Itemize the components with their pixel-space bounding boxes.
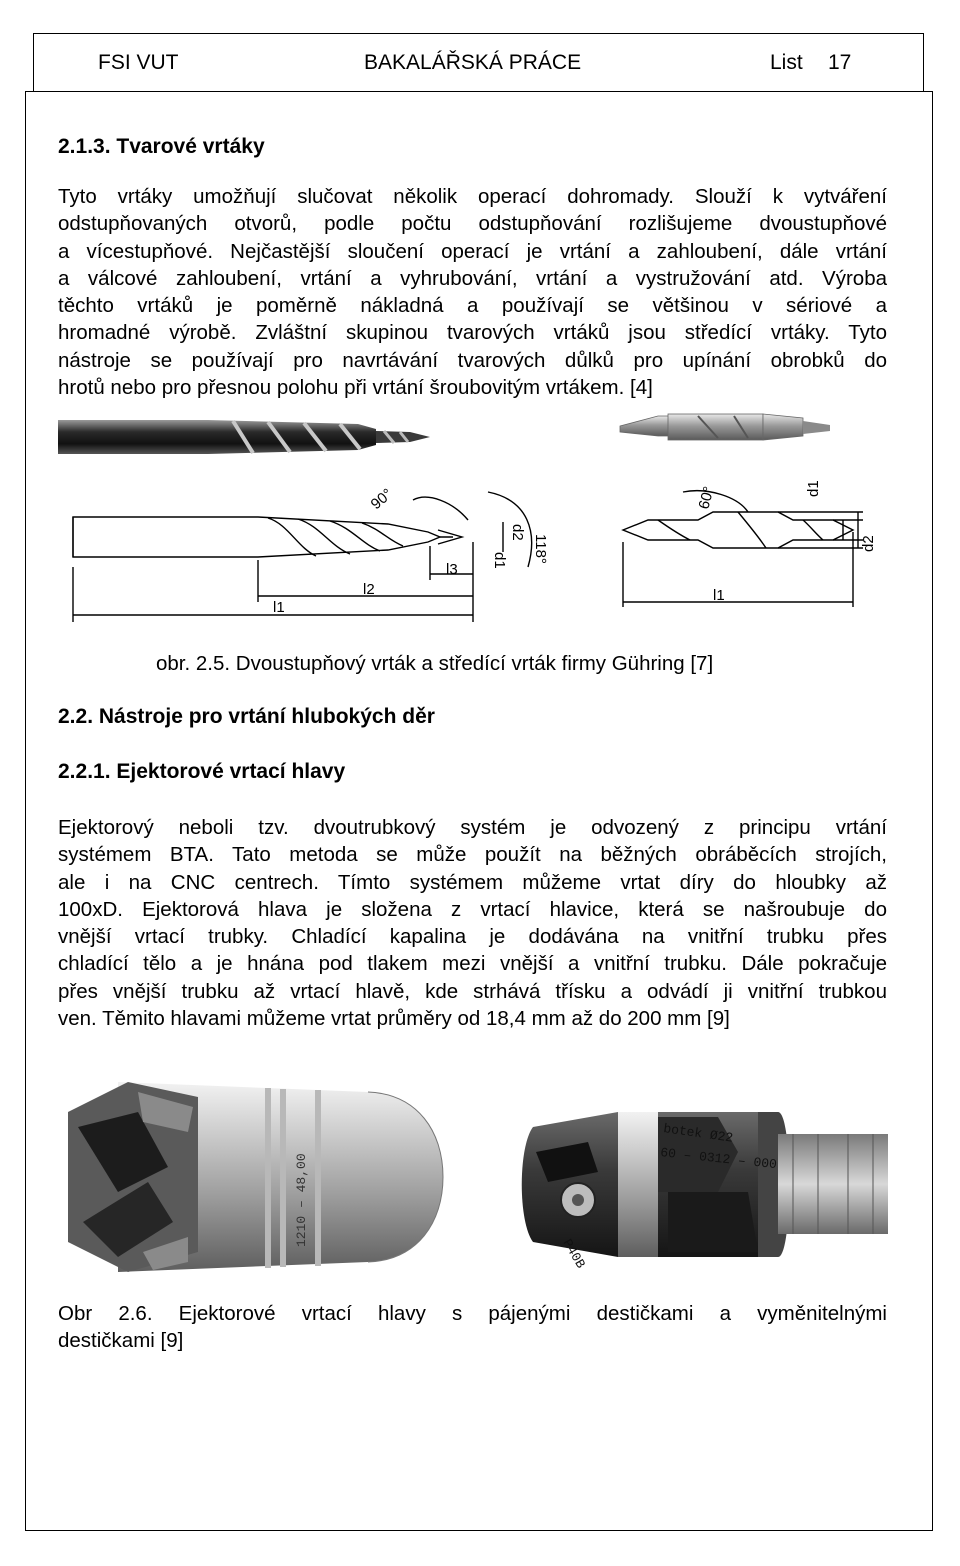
centre-drill-drawing: [623, 491, 863, 607]
l2-label: l2: [363, 581, 375, 598]
header-list-label: List: [770, 51, 803, 74]
section-heading-2-2: 2.2. Nástroje pro vrtání hlubokých děr: [58, 705, 435, 728]
d2-label-right: d2: [860, 535, 877, 552]
section-heading-2-1-3: 2.1.3. Tvarové vrtáky: [58, 135, 265, 158]
ejector-head-brazed-photo: [68, 1082, 443, 1272]
d1-label-right: d1: [805, 480, 822, 497]
right-tool-marking-2: 60 – 0312 – 000: [659, 1145, 778, 1173]
paragraph-line: 100xD. Ejektorová hlava je složena z vrtací hlavice, která se našroubuje do: [58, 897, 887, 921]
right-tool-marking-3: P40B: [559, 1236, 589, 1272]
step-drill-drawing: [73, 492, 532, 622]
caption-line: Obr 2.6. Ejektorové vrtací hlavy s pájenými destičkami a vyměnitelnými: [58, 1302, 887, 1325]
angle-60-label: 60°: [695, 484, 718, 512]
l1-label-right: l1: [713, 587, 725, 604]
right-tool-marking-1: botek Ø22: [662, 1121, 735, 1146]
header-page-number: 17: [828, 51, 852, 74]
l1-label-left: l1: [273, 599, 285, 616]
paragraph-line: vnější vrtací trubky. Chladící kapalina je dodávána na vnitřní trubku přes: [58, 925, 887, 949]
paragraph-line: přes vnější trubku až vrtací hlavě, kde strhává třísku a odvádí ji vnitřní trubkou: [58, 979, 887, 1003]
centre-drill-photo: [620, 414, 830, 440]
angle-118-label: 118°: [532, 534, 549, 564]
ejector-head-indexable-photo: [522, 1112, 888, 1271]
paragraph-line: ale i na CNC centrech. Tímto systémem můžeme vrtat díry do hloubky až: [58, 870, 887, 894]
header-institution: FSI VUT: [98, 51, 179, 74]
paragraph-line: a válcové zahloubení, vrtání a vyhrubování, vrtání a vystružování atd. Výroba: [58, 266, 887, 290]
paragraph-line: ven. Těmito hlavami můžeme vrtat průměry od 18,4 mm až do 200 mm [9]: [58, 1007, 730, 1031]
paragraph-line: hrotů nebo pro přesnou polohu při vrtání šroubovitým vrtákem. [4]: [58, 376, 653, 400]
paragraph-line: těchto vrtáků je poměrně nákladná a používají se většinou v sériové a: [58, 294, 887, 318]
paragraph-line: Ejektorový neboli tzv. dvoutrubkový systém je odvozený z principu vrtání: [58, 816, 887, 839]
figure-2-6-caption: [58, 1300, 887, 1355]
paragraph-line: odstupňovaných otvorů, podle počtu odstupňování rozlišujeme dvoustupňové: [58, 212, 887, 236]
paragraph-line: hromadné výrobě. Zvláštní skupinou tvarových vrtáků jsou středící vrtáky. Tyto: [58, 321, 887, 345]
paragraph-line: nástroje se používají pro navrtávání tvarových důlků pro upínání obrobků do: [58, 348, 887, 372]
page-header: [33, 33, 924, 92]
figure-ejector-heads: [58, 1072, 898, 1282]
caption-line: destičkami [9]: [58, 1329, 184, 1353]
paragraph-line: Tyto vrtáky umožňují slučovat několik operací dohromady. Slouží k vytváření: [58, 185, 887, 208]
step-drill-photo: [58, 420, 430, 454]
section-heading-2-2-1: 2.2.1. Ejektorové vrtací hlavy: [58, 760, 346, 783]
header-doc-type: BAKALÁŘSKÁ PRÁCE: [364, 51, 582, 74]
d2-label-left: d2: [509, 524, 526, 541]
d1-label-left: d1: [491, 552, 508, 569]
paragraph-tvarove-vrtaky: [58, 183, 887, 401]
left-tool-marking: 1210 – 48,00: [294, 1153, 309, 1247]
angle-90-label: 90°: [367, 485, 396, 514]
paragraph-line: chladící tělo a je hnána pod tlakem mezi vnější a vnitřní trubku. Dále pokračuje: [58, 952, 887, 976]
figure-drills: [58, 412, 898, 640]
l3-label: l3: [446, 561, 458, 578]
paragraph-line: a vícestupňové. Nejčastější sloučení operací je vrtání a zahloubení, dále vrtání: [58, 239, 887, 263]
figure-2-5-caption: obr. 2.5. Dvoustupňový vrták a středící vrták firmy Gühring [7]: [156, 652, 714, 675]
paragraph-ejektorove-hlavy: [58, 814, 887, 1032]
paragraph-line: systémem BTA. Tato metoda se může použít na běžných obráběcích strojích,: [58, 843, 887, 867]
